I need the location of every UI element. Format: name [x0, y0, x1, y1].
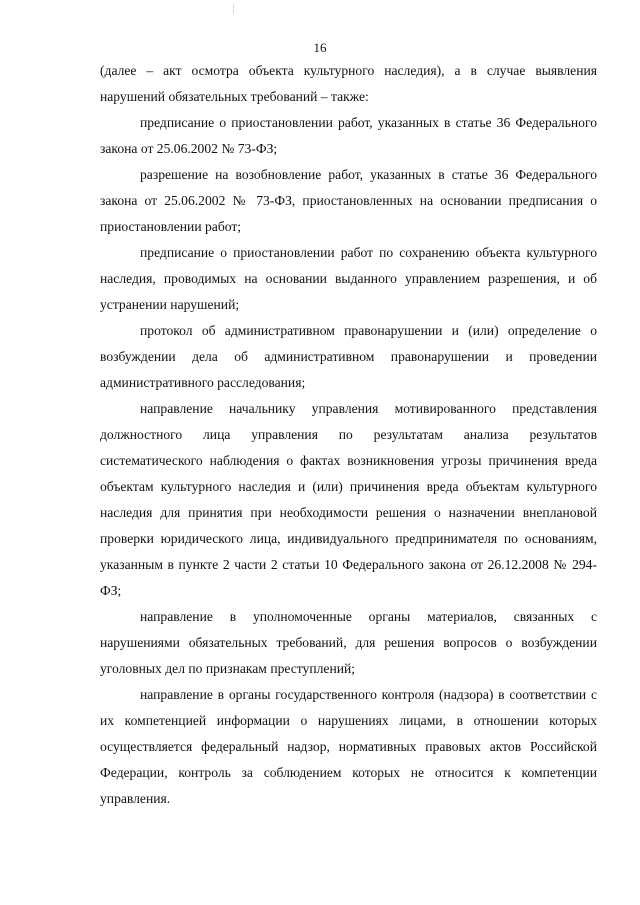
paragraph-supervisory-bodies-referral: направление в органы государственного контроля (надзора) в соответствии с их компетенцией информации о нарушениях лицами, в отношении которых осуществляется федеральный надзор, нормативных правовых актов Российской Федерации, контроль за соблюдением которых не относится к компетенции управления.: [100, 687, 597, 806]
paragraph-act-continuation: (далее – акт осмотра объекта культурного наследия), а в случае выявления нарушений обязательных требований – также:: [100, 63, 597, 104]
document-body: [100, 58, 597, 812]
paragraph-suspension-order: предписание о приостановлении работ, указанных в статье 36 Федерального закона от 25.06.2002 № 73-ФЗ;: [100, 115, 597, 156]
scan-artifact-line: [233, 4, 234, 14]
paragraph-administrative-protocol: протокол об административном правонарушении и (или) определение о возбуждении дела об административном правонарушении и проведении административного расследования;: [100, 323, 597, 390]
paragraph-head-referral: направление начальнику управления мотивированного представления должностного лица управления по результатам анализа результатов систематического наблюдения о фактах возникновения угрозы причинения вреда объектам культурного наследия и (или) причинения вреда объектам культурного наследия для принятия при необходимости решения о назначении внеплановой проверки юридического лица, индивидуального предпринимателя по основаниям, указанным в пункте 2 части 2 статьи 10 Федерального закона от 26.12.2008 № 294-ФЗ;: [100, 401, 597, 598]
page-number: 16: [313, 40, 327, 55]
paragraph-criminal-materials-referral: направление в уполномоченные органы материалов, связанных с нарушениями обязательных требований, для решения вопросов о возбуждении уголовных дел по признакам преступлений;: [100, 609, 597, 676]
paragraph-preservation-suspension-order: предписание о приостановлении работ по сохранению объекта культурного наследия, проводимых на основании выданного управлением разрешения, и об устранении нарушений;: [100, 245, 597, 312]
paragraph-resumption-permit: разрешение на возобновление работ, указанных в статье 36 Федерального закона от 25.06.2002 № 73-ФЗ, приостановленных на основании предписания о приостановлении работ;: [100, 167, 597, 234]
